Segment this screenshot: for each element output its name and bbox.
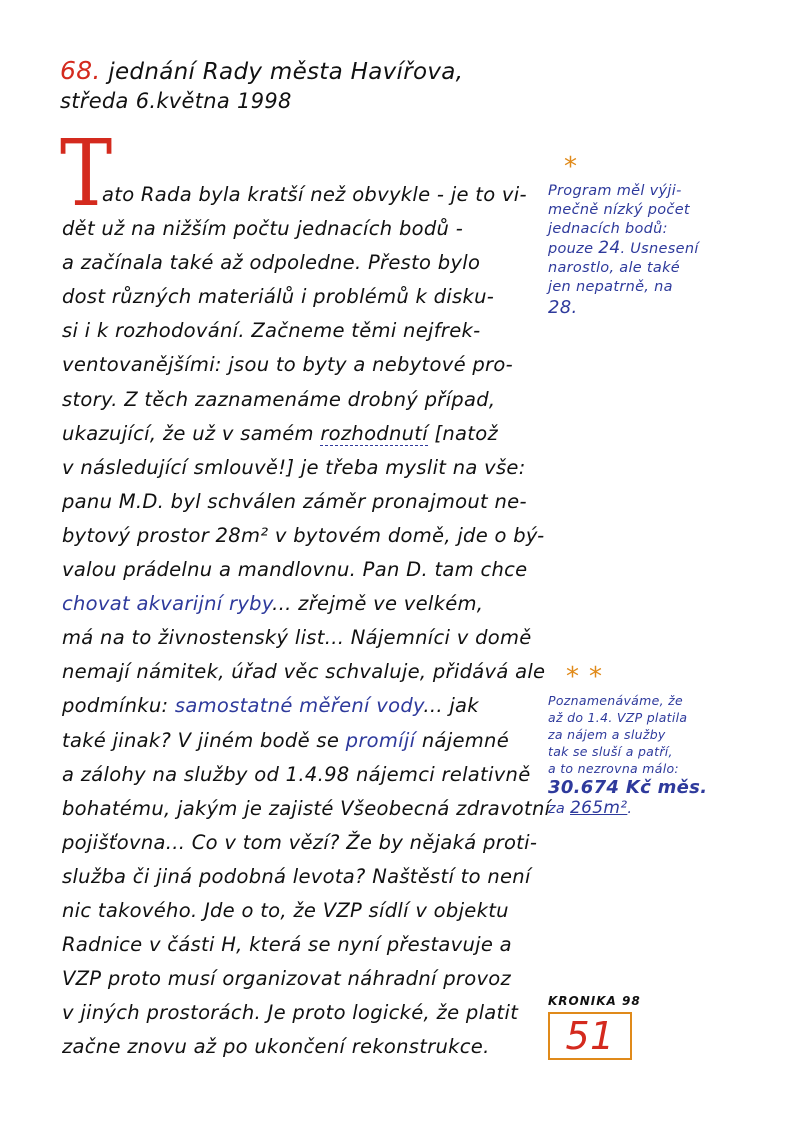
text-segment: podmínku: bbox=[62, 694, 175, 718]
highlighted-phrase: chovat akvarijní ryby bbox=[62, 592, 273, 616]
note-line: za nájem a služby bbox=[548, 727, 666, 742]
note-line: mečně nízký počet bbox=[548, 202, 690, 218]
text-segment: ukazující, že už v samém bbox=[62, 421, 321, 445]
text-line bbox=[62, 724, 542, 758]
text-line bbox=[62, 417, 542, 451]
chronicle-text bbox=[62, 178, 551, 1064]
highlighted-phrase: promíjí bbox=[345, 728, 416, 752]
text-line bbox=[62, 689, 542, 723]
page-footer bbox=[548, 994, 658, 1060]
text-segment: také jinak? V jiném bodě se bbox=[62, 728, 346, 752]
text-line: Radnice v části H, která se nyní přestavuje a bbox=[62, 933, 512, 957]
text-segment: ... jak bbox=[423, 694, 479, 718]
note-amount: 30.674 Kč měs. bbox=[548, 777, 708, 798]
note-number: 24 bbox=[598, 238, 621, 258]
meeting-title bbox=[60, 56, 480, 87]
note-line: tak se sluší a patří, bbox=[548, 744, 673, 759]
text-line: začne znovu až po ukončení rekonstrukce. bbox=[62, 1035, 490, 1059]
text-line: VZP proto musí organizovat náhradní provoz bbox=[62, 967, 512, 991]
text-line: story. Z těch zaznamenáme drobný případ, bbox=[62, 387, 496, 411]
note-segment: . Usnesení bbox=[620, 241, 699, 257]
text-line: služba či jiná podobná levota? Naštěstí to není bbox=[62, 864, 531, 888]
text-segment: [natož bbox=[427, 421, 498, 445]
double-asterisk-icon: ** bbox=[566, 662, 612, 692]
page-number-box bbox=[548, 1012, 632, 1060]
note-line: jen nepatrně, na bbox=[548, 279, 673, 295]
note-line bbox=[548, 799, 748, 819]
chronicle-label: KRONIKA 98 bbox=[548, 994, 641, 1008]
note-line: narostlo, ale také bbox=[548, 260, 680, 276]
text-line: nemají námitek, úřad věc schvaluje, přidává ale bbox=[62, 660, 546, 684]
text-line: valou prádelnu a mandlovnu. Pan D. tam chce bbox=[62, 558, 528, 582]
meeting-number: 68. bbox=[60, 56, 101, 85]
text-line: si i k rozhodování. Začneme těmi nejfrek- bbox=[62, 319, 481, 343]
margin-note-1 bbox=[548, 152, 738, 319]
note-line: až do 1.4. VZP platila bbox=[548, 710, 688, 725]
text-line: panu M.D. byl schválen záměr pronajmout ne- bbox=[62, 489, 527, 513]
note-line bbox=[548, 239, 738, 259]
note-line: Program měl výji- bbox=[548, 183, 682, 199]
text-line: ato Rada byla kratší než obvykle - je to vi- bbox=[102, 183, 527, 206]
note-segment: . bbox=[627, 801, 633, 817]
underlined-word: rozhodnutí bbox=[320, 421, 428, 445]
page-heading bbox=[60, 56, 480, 115]
drop-cap: T bbox=[60, 120, 113, 227]
text-line: pojišťovna... Co v tom vězí? Že by nějaká proti- bbox=[62, 830, 538, 854]
text-segment: ... zřejmě ve velkém, bbox=[272, 592, 484, 616]
text-line: bytový prostor 28m² v bytovém domě, jde o bý- bbox=[62, 523, 545, 547]
note-area: 265m² bbox=[570, 798, 628, 818]
text-line: a začínala také až odpoledne. Přesto bylo bbox=[62, 251, 481, 275]
page-number: 51 bbox=[565, 1014, 615, 1058]
asterisk-icon: * bbox=[564, 152, 578, 182]
note-line: a to nezrovna málo: bbox=[548, 761, 679, 776]
text-line: nic takového. Jde o to, že VZP sídlí v objektu bbox=[62, 898, 509, 922]
meeting-title-text: jednání Rady města Havířova, bbox=[100, 59, 464, 85]
note-segment: pouze bbox=[548, 241, 599, 257]
text-line: v následující smlouvě!] je třeba myslit na vše: bbox=[62, 455, 526, 479]
text-line: ventovanějšími: jsou to byty a nebytové pro- bbox=[62, 353, 513, 377]
text-line bbox=[62, 587, 542, 621]
text-line: a zálohy na služby od 1.4.98 nájemci relativně bbox=[62, 762, 531, 786]
text-line: bohatému, jakým je zajisté Všeobecná zdravotní bbox=[62, 796, 551, 820]
text-line: dět už na nižším počtu jednacích bodů - bbox=[62, 217, 464, 241]
text-line: dost různých materiálů i problémů k disku- bbox=[62, 285, 495, 309]
note-line: 28. bbox=[548, 297, 578, 318]
note-segment: za bbox=[548, 801, 571, 817]
text-segment: nájemné bbox=[415, 728, 510, 752]
meeting-date: středa 6.května 1998 bbox=[60, 89, 292, 113]
text-line: v jiných prostorách. Je proto logické, že platit bbox=[62, 1001, 519, 1025]
note-line: jednacích bodů: bbox=[548, 221, 668, 237]
text-line: má na to živnostenský list... Nájemníci v domě bbox=[62, 626, 532, 650]
note-line: Poznamenáváme, že bbox=[548, 693, 684, 708]
highlighted-phrase: samostatné měření vody bbox=[174, 694, 424, 718]
margin-note-2 bbox=[548, 662, 748, 819]
